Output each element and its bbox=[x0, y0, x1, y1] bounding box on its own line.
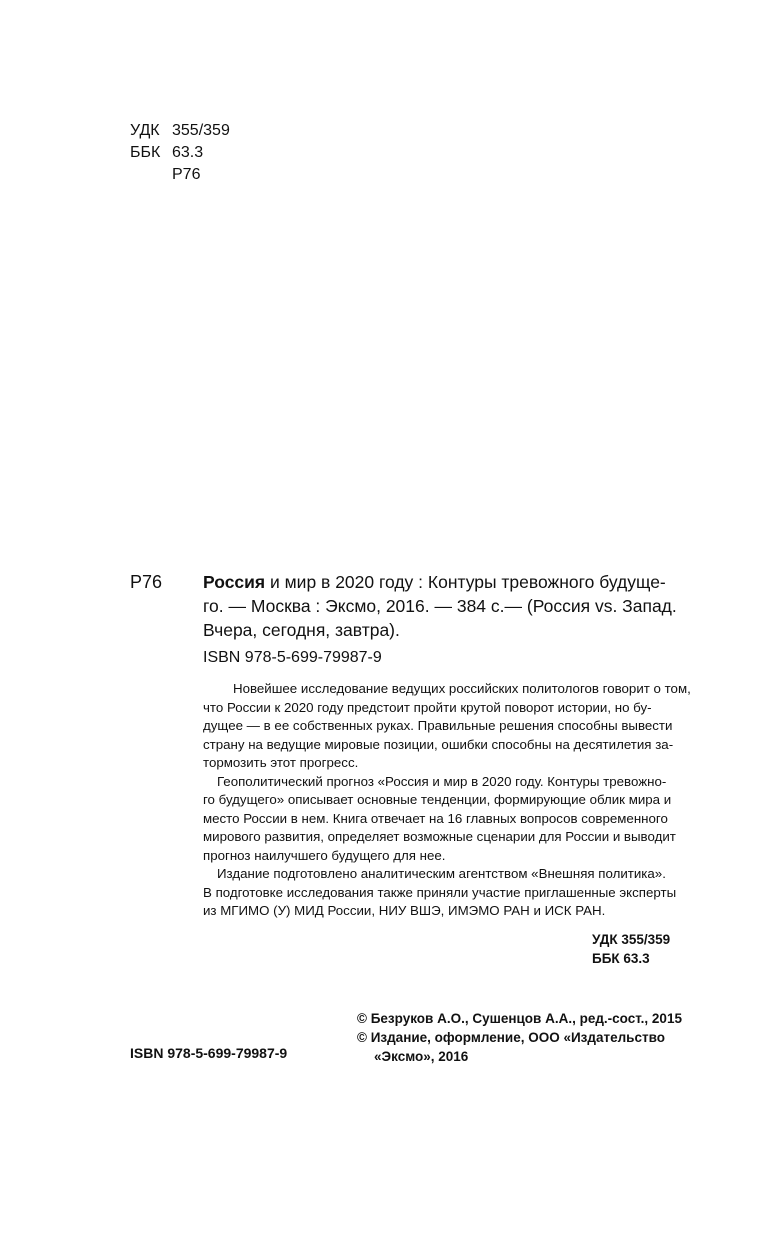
abstract-line: Издание подготовлено аналитическим агентством «Внешняя политика». bbox=[217, 866, 666, 881]
entry-line-2: го. — Москва : Эксмо, 2016. — 384 с.— (Россия vs. Запад. bbox=[203, 596, 677, 616]
bibliographic-entry bbox=[203, 570, 691, 642]
abstract-line: место России в нем. Книга отвечает на 16 главных вопросов современного bbox=[203, 810, 668, 826]
udk-code: УДК 355/359 bbox=[592, 932, 671, 947]
entry-line-1-rest: и мир в 2020 году : Контуры тревожного будуще- bbox=[265, 572, 666, 592]
abstract bbox=[203, 680, 691, 921]
abstract-line: страну на ведущие мировые позиции, ошибки способны на десятилетия за- bbox=[203, 736, 674, 752]
entry-code: Р76 bbox=[130, 572, 163, 592]
author-mark: Р76 bbox=[172, 166, 201, 183]
abstract-line: из МГИМО (У) МИД России, НИУ ВШЭ, ИМЭМО РАН и ИСК РАН. bbox=[203, 903, 606, 918]
abstract-line: мирового развития, определяет возможные сценарии для России и выводит bbox=[203, 829, 676, 844]
udk-label: УДК bbox=[130, 122, 160, 139]
entry-line-1 bbox=[203, 570, 691, 594]
bbk-row bbox=[130, 142, 230, 164]
copyright-line-3: «Эксмо», 2016 bbox=[374, 1049, 469, 1064]
bbk-code: ББК 63.3 bbox=[592, 951, 650, 966]
copyright-line-1: © Безруков А.О., Сушенцов А.А., ред.-сост., 2015 bbox=[357, 1011, 682, 1026]
abstract-line: Новейшее исследование ведущих российских политологов говорит о том, bbox=[233, 681, 691, 696]
abstract-line: Геополитический прогноз «Россия и мир в 2020 году. Контуры тревожно- bbox=[217, 773, 667, 789]
abstract-line: тормозить этот прогресс. bbox=[203, 755, 359, 770]
abstract-line: дущее — в ее собственных руках. Правильные решения способны вывести bbox=[203, 718, 673, 733]
udk-row bbox=[130, 120, 230, 142]
entry-title: Россия bbox=[203, 572, 266, 592]
abstract-line: В подготовке исследования также приняли участие приглашенные эксперты bbox=[203, 884, 677, 900]
abstract-line: что России к 2020 году предстоит пройти крутой поворот истории, но бу- bbox=[203, 699, 652, 715]
author-mark-row bbox=[130, 164, 230, 186]
abstract-line: го будущего» описывает основные тенденции, формирующие облик мира и bbox=[203, 792, 672, 807]
classification-index bbox=[130, 120, 230, 186]
isbn-line: ISBN 978-5-699-79987-9 bbox=[203, 649, 382, 666]
copyright-block bbox=[357, 1009, 682, 1066]
classification-codes-right bbox=[592, 930, 670, 968]
bbk-value: 63.3 bbox=[172, 144, 204, 161]
isbn-bottom: ISBN 978-5-699-79987-9 bbox=[130, 1045, 288, 1061]
entry-line-3: Вчера, сегодня, завтра). bbox=[203, 620, 400, 640]
bbk-label: ББК bbox=[130, 144, 161, 161]
abstract-line: прогноз наилучшего будущего для нее. bbox=[203, 847, 446, 863]
copyright-line-2: © Издание, оформление, ООО «Издательство bbox=[357, 1030, 665, 1045]
udk-value: 355/359 bbox=[172, 122, 230, 139]
